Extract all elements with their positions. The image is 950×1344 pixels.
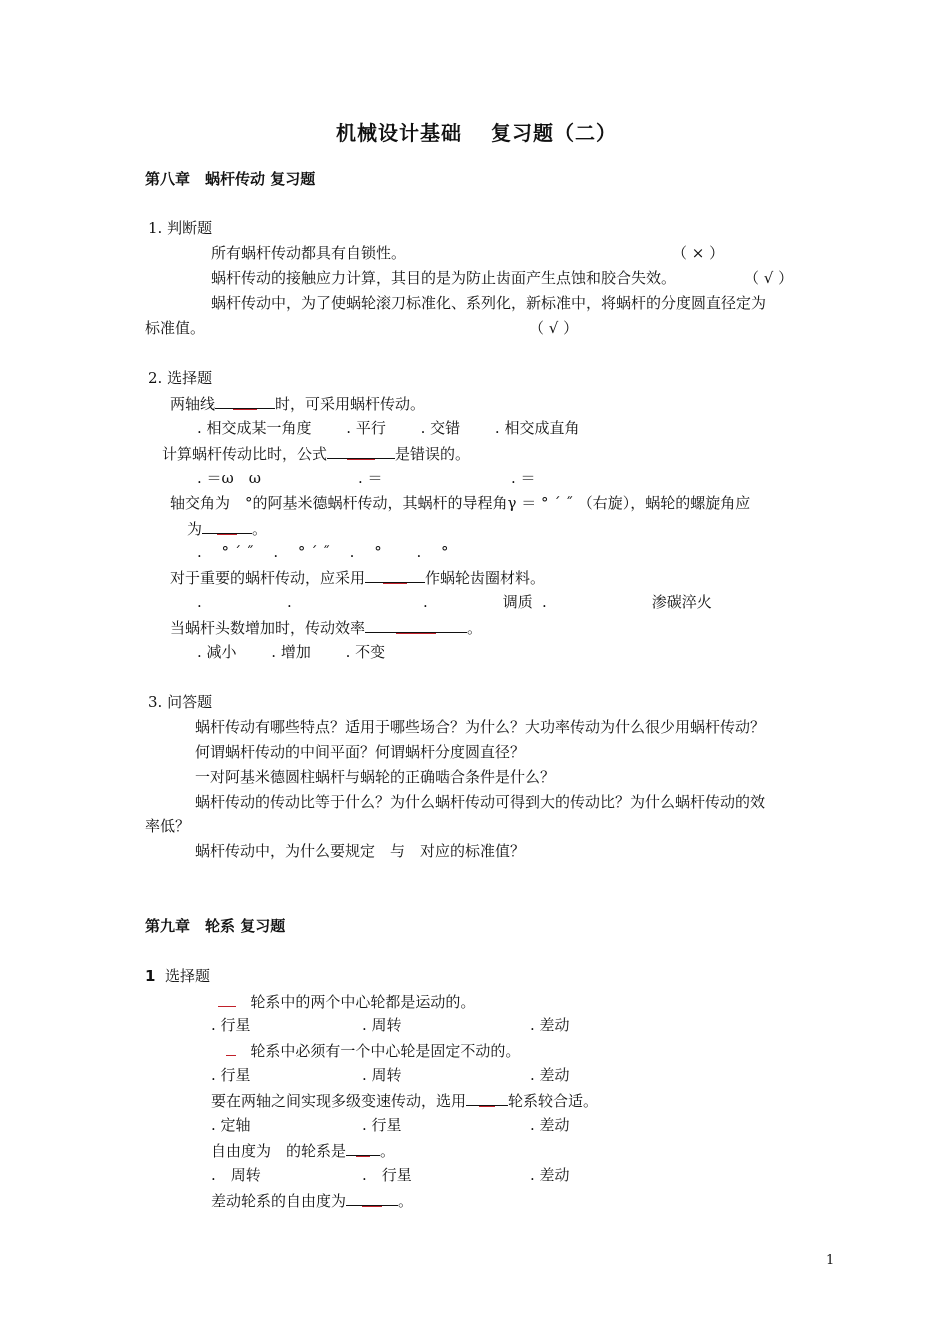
- choice-q3-line2: [187, 519, 267, 538]
- section-choice-label: 2. 选择题: [148, 369, 213, 387]
- answer-blank[interactable]: [365, 618, 467, 633]
- page-title: 机械设计基础 复习题（二）: [336, 121, 617, 145]
- judge-q3-answer: （ √ ）: [529, 319, 579, 337]
- choice-q4-post: 作蜗轮齿圈材料。: [425, 569, 546, 587]
- choice-q1: [170, 394, 425, 413]
- answer-blank[interactable]: [466, 1091, 508, 1106]
- qa-q3: 一对阿基米德圆柱蜗杆与蜗轮的正确啮合条件是什么？: [195, 768, 556, 786]
- answer-blank[interactable]: [327, 444, 395, 459]
- ch9-q1-option-c: . 差动: [530, 1016, 570, 1034]
- choice-q3-line1: 轴交角为 °的阿基米德蜗杆传动，其蜗杆的导程角γ ＝ ° ´ ˝ （右旋），蜗轮的螺旋角应: [170, 494, 751, 512]
- choice-q1-post: 时，可采用蜗杆传动。: [275, 395, 426, 413]
- ch9-q5-pre: 差动轮系的自由度为: [211, 1192, 347, 1210]
- ch9-section-choice-label: [145, 967, 210, 985]
- choice-q2-option-a: . ＝ω ω: [197, 469, 261, 487]
- ch9-q5: [211, 1191, 413, 1210]
- choice-q2-post: 是错误的。: [395, 445, 471, 463]
- choice-q3-post: 。: [252, 520, 268, 538]
- answer-blank[interactable]: [202, 519, 252, 534]
- choice-q2-pre: 计算蜗杆传动比时，公式: [162, 445, 328, 463]
- ch9-q4-pre: 自由度为 的轮系是: [211, 1142, 347, 1160]
- answer-blank[interactable]: [215, 394, 275, 409]
- ch9-q2: [226, 1041, 520, 1060]
- choice-q2: [162, 444, 470, 463]
- ch9-q4-option-a: . 周转: [211, 1166, 261, 1184]
- answer-blank[interactable]: [365, 568, 425, 583]
- ch9-q5-post: 。: [398, 1192, 414, 1210]
- ch9-q1-post: 轮系中的两个中心轮都是运动的。: [250, 993, 476, 1011]
- ch9-q2-option-b: . 周转: [362, 1066, 402, 1084]
- judge-q1: 所有蜗杆传动都具有自锁性。: [211, 244, 407, 262]
- ch9-q1-option-b: . 周转: [362, 1016, 402, 1034]
- answer-blank[interactable]: [346, 1191, 398, 1206]
- choice-q5-post: 。: [467, 619, 483, 637]
- qa-q4-line2: 率低？: [145, 817, 191, 835]
- judge-q3-line1: 蜗杆传动中，为了使蜗轮滚刀标准化、系列化，新标准中，将蜗杆的分度圆直径定为: [211, 294, 767, 312]
- choice-q4-option-d: . 渗碳淬火: [542, 593, 712, 611]
- chapter-9-heading: 第九章 轮系 复习题: [145, 917, 286, 935]
- choice-q4-pre: 对于重要的蜗杆传动，应采用: [170, 569, 366, 587]
- ch9-q4: [211, 1141, 395, 1160]
- ch9-q4-post: 。: [380, 1142, 396, 1160]
- answer-blank[interactable]: [226, 1041, 236, 1056]
- ch9-q1: [218, 992, 475, 1011]
- ch9-q3-option-a: . 定轴: [211, 1116, 251, 1134]
- choice-q1-options: . 相交成某一角度 . 平行 . 交错 . 相交成直角: [197, 419, 580, 437]
- ch9-q3: [211, 1091, 598, 1110]
- ch9-q2-post: 轮系中必须有一个中心轮是固定不动的。: [250, 1042, 521, 1060]
- ch9-q1-option-a: . 行星: [211, 1016, 251, 1034]
- section-judgement-label: 1. 判断题: [148, 219, 213, 237]
- choice-q5-pre: 当蜗杆头数增加时，传动效率: [170, 619, 366, 637]
- ch9-q4-option-b: . 行星: [362, 1166, 412, 1184]
- choice-q2-option-c: . ＝: [511, 469, 536, 487]
- judge-q3-line2: 标准值。: [145, 319, 206, 337]
- answer-blank[interactable]: [218, 992, 236, 1007]
- ch9-section-number: 1: [145, 967, 156, 985]
- choice-q4-option-c: . 调质: [423, 593, 533, 611]
- ch9-q2-option-c: . 差动: [530, 1066, 570, 1084]
- choice-q4-option-a: .: [197, 593, 202, 611]
- choice-q1-pre: 两轴线: [170, 395, 216, 413]
- choice-q2-option-b: . ＝: [358, 469, 383, 487]
- choice-q3-pre: 为: [187, 520, 203, 538]
- ch9-q4-option-c: . 差动: [530, 1166, 570, 1184]
- ch9-q2-option-a: . 行星: [211, 1066, 251, 1084]
- choice-q5-options: . 减小 . 增加 . 不变: [197, 643, 386, 661]
- ch9-q3-option-b: . 行星: [362, 1116, 402, 1134]
- ch9-q3-pre: 要在两轴之间实现多级变速传动，选用: [211, 1092, 467, 1110]
- qa-q2: 何谓蜗杆传动的中间平面？何谓蜗杆分度圆直径？: [195, 743, 526, 761]
- qa-q4-line1: 蜗杆传动的传动比等于什么？为什么蜗杆传动可得到大的传动比？为什么蜗杆传动的效: [195, 793, 766, 811]
- ch9-q3-option-c: . 差动: [530, 1116, 570, 1134]
- ch9-q3-post: 轮系较合适。: [508, 1092, 599, 1110]
- ch9-section-text: 选择题: [164, 967, 210, 985]
- qa-q1: 蜗杆传动有哪些特点？适用于哪些场合？为什么？大功率传动为什么很少用蜗杆传动？: [195, 718, 766, 736]
- judge-q1-answer: （ × ）: [672, 244, 725, 262]
- page-number: 1: [826, 1253, 835, 1268]
- judge-q2-answer: （ √ ）: [744, 269, 794, 287]
- answer-blank[interactable]: [346, 1141, 380, 1156]
- choice-q5: [170, 618, 482, 637]
- choice-q4: [170, 568, 545, 587]
- qa-q5: 蜗杆传动中，为什么要规定 与 对应的标准值？: [195, 842, 526, 860]
- choice-q3-options: . ° ´ ˝ . ° ´ ˝ . ° . °: [197, 543, 449, 561]
- chapter-8-heading: 第八章 蜗杆传动 复习题: [145, 170, 316, 188]
- choice-q4-option-b: .: [287, 593, 292, 611]
- judge-q2: 蜗杆传动的接触应力计算，其目的是为防止齿面产生点蚀和胶合失效。: [211, 269, 677, 287]
- section-qa-label: 3. 问答题: [148, 693, 213, 711]
